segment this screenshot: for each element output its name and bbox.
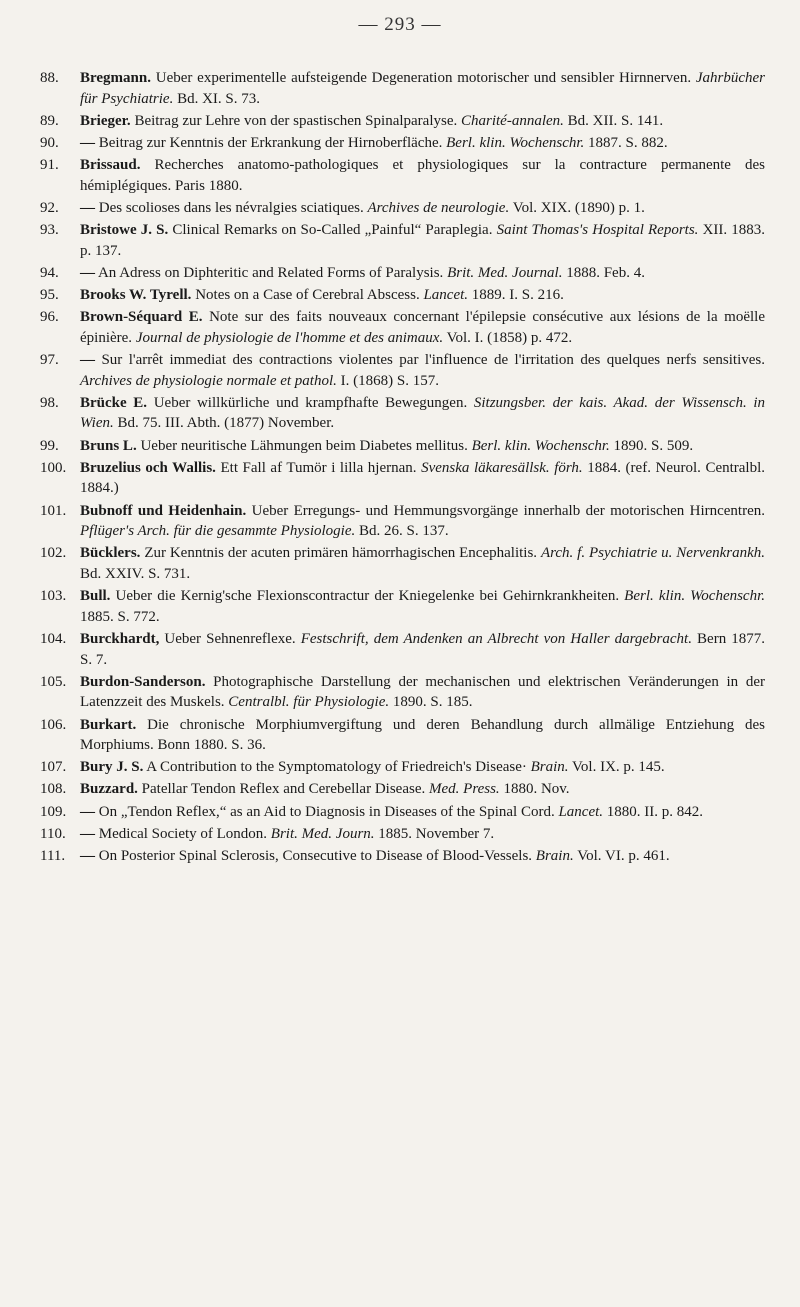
entry-details: XII. 1883. p. 137. — [80, 222, 766, 259]
entry-title: Sur l'arrêt immediat des contractions violentes par l'influence de l'irritation des quelques nerfs sensitives. — [101, 352, 766, 369]
bibliography-list — [40, 68, 765, 868]
entry-number: 94. — [40, 264, 59, 281]
entry-author: — — [80, 848, 95, 865]
entry-number: 103. — [40, 588, 67, 605]
entry-title: Clinical Remarks on So-Called „Painful“ Paraplegia. — [172, 222, 493, 239]
entry-details: 1885. November 7. — [378, 825, 495, 842]
entry-source: Arch. f. Psychiatrie u. Nervenkrankh. — [540, 545, 766, 562]
entry-author: Brooks W. Tyrell. — [80, 287, 192, 304]
entry-author: Brieger. — [80, 112, 131, 129]
bibliography-entry — [40, 198, 765, 219]
entry-number: 110. — [40, 825, 66, 842]
entry-number: 104. — [40, 630, 67, 647]
bibliography-entry — [40, 824, 765, 845]
entry-title: Ueber Erregungs- und Hemmungsvorgänge innerhalb der motorischen Hirncentren. — [251, 502, 765, 519]
entry-number: 98. — [40, 394, 59, 411]
bibliography-entry — [40, 350, 765, 391]
bibliography-entry — [40, 779, 765, 800]
entry-author: Burckhardt, — [80, 630, 160, 647]
entry-details: 1890. S. 185. — [392, 694, 473, 711]
entry-details: Vol. XIX. (1890) p. 1. — [512, 199, 645, 216]
bibliography-entry — [40, 436, 765, 457]
entry-details: I. (1868) S. 157. — [340, 372, 439, 389]
entry-number: 105. — [40, 673, 67, 690]
entry-source: Svenska läkaresällsk. förh. — [421, 459, 583, 476]
entry-author: Bruzelius och Wallis. — [80, 459, 216, 476]
entry-number: 95. — [40, 287, 59, 304]
entry-details: 1880. Nov. — [503, 781, 570, 798]
entry-number: 100. — [40, 459, 67, 476]
entry-author: Bruns L. — [80, 437, 137, 454]
entry-number: 88. — [40, 70, 59, 86]
bibliography-entry — [40, 133, 765, 154]
entry-title: Ueber willkürliche und krampfhafte Bewegungen. — [153, 394, 468, 411]
entry-number: 109. — [40, 803, 67, 820]
entry-source: Festschrift, dem Andenken an Albrecht von Haller dargebracht. — [300, 630, 692, 647]
entry-author: Bubnoff und Heidenhain. — [80, 502, 247, 519]
entry-details: Bd. XXIV. S. 731. — [80, 565, 191, 582]
entry-title: Ueber neuritische Lähmungen beim Diabetes mellitus. — [140, 437, 468, 454]
entry-source: Archives de neurologie. — [367, 199, 510, 216]
entry-title: Die chronische Morphiumvergiftung und deren Behandlung durch allmälige Entziehung des Morphiums. Bonn 1880. S. 36. — [80, 716, 765, 754]
entry-author: Burdon-Sanderson. — [80, 673, 206, 690]
entry-details: Bd. 75. III. Abth. (1877) November. — [117, 415, 335, 432]
entry-source: Lancet. — [423, 287, 469, 304]
entry-author: Buzzard. — [80, 781, 138, 798]
entry-author: Brown-Séquard E. — [80, 309, 203, 326]
entry-source: Berl. klin. Wochenschr. — [624, 588, 766, 605]
entry-source: Brain. — [530, 759, 569, 776]
bibliography-entry — [40, 586, 765, 627]
entry-details: 1889. I. S. 216. — [471, 287, 564, 304]
entry-source: Med. Press. — [429, 781, 500, 798]
bibliography-entry — [40, 263, 765, 284]
entry-title: Ueber experimentelle aufsteigende Degeneration motorischer und sensibler Hirnnerven. — [155, 70, 692, 86]
bibliography-entry — [40, 307, 765, 348]
entry-title: An Adress on Diphteritic and Related Forms of Paralysis. — [97, 264, 444, 281]
entry-source: Pflüger's Arch. für die gesammte Physiologie. — [80, 523, 356, 540]
entry-number: 92. — [40, 199, 59, 216]
entry-source: Berl. klin. Wochenschr. — [446, 134, 585, 151]
entry-author: — — [80, 825, 95, 842]
entry-title: On „Tendon Reflex,“ as an Aid to Diagnosis in Diseases of the Spinal Cord. — [98, 803, 555, 820]
bibliography-entry — [40, 501, 765, 542]
entry-source: Journal de physiologie de l'homme et des animaux. — [135, 329, 444, 346]
entry-number: 111. — [40, 848, 66, 865]
page-number: — 293 — — [358, 14, 442, 35]
entry-title: Zur Kenntnis der acuten primären hämorrhagischen Encephalitis. — [144, 545, 538, 562]
entry-number: 108. — [40, 781, 67, 798]
bibliography-entry — [40, 111, 765, 132]
entry-author: Brücke E. — [80, 394, 148, 411]
entry-source: Saint Thomas's Hospital Reports. — [496, 222, 699, 239]
entry-source: Centralbl. für Physiologie. — [228, 694, 390, 711]
entry-source: Brain. — [535, 848, 574, 865]
entry-number: 91. — [40, 157, 59, 174]
entry-title: A Contribution to the Symptomatology of Friedreich's Disease· — [146, 759, 527, 776]
entry-title: Beitrag zur Lehre von der spastischen Spinalparalyse. — [134, 112, 458, 129]
entry-title: On Posterior Spinal Sclerosis, Consecutive to Disease of Blood-Vessels. — [98, 848, 533, 865]
bibliography-entry — [40, 543, 765, 584]
entry-source: Lancet. — [558, 803, 604, 820]
entry-source: Brit. Med. Journ. — [270, 825, 375, 842]
entry-source: Charité-annalen. — [461, 112, 564, 129]
entry-details: Vol. VI. p. 461. — [577, 848, 670, 865]
bibliography-entry — [40, 672, 765, 713]
entry-author: Bull. — [80, 588, 111, 605]
entry-number: 89. — [40, 112, 59, 129]
entry-details: Vol. I. (1858) p. 472. — [446, 329, 573, 346]
entry-details: 1884. (ref. Neurol. Centralbl. 1884.) — [80, 459, 766, 497]
bibliography-entry — [40, 68, 765, 109]
entry-number: 93. — [40, 222, 59, 239]
entry-source: Sitzungsber. der kais. Akad. der Wissensch. in Wien. — [80, 394, 766, 432]
entry-source: Brit. Med. Journal. — [447, 264, 563, 281]
entry-number: 90. — [40, 134, 59, 151]
entry-title: Ueber Sehnenreflexe. — [164, 630, 296, 647]
entry-number: 107. — [40, 759, 67, 776]
entry-details: Vol. IX. p. 145. — [572, 759, 665, 776]
entry-title: Ett Fall af Tumör i lilla hjernan. — [220, 459, 417, 476]
entry-details: Bd. 26. S. 137. — [359, 523, 449, 540]
entry-author: Bücklers. — [80, 545, 141, 562]
entry-number: 97. — [40, 352, 59, 369]
entry-details: Bern 1877. S. 7. — [80, 630, 766, 668]
entry-author: Burkart. — [80, 716, 137, 733]
entry-title: Recherches anatomo-pathologiques et physiologiques sur la contracture permanente des hémiplégiques. Paris 1880. — [80, 157, 765, 194]
entry-author: Bury J. S. — [80, 759, 144, 776]
entry-author: Brissaud. — [80, 157, 141, 174]
bibliography-entry — [40, 846, 765, 867]
entry-details: 1885. S. 772. — [80, 608, 160, 625]
entry-number: 102. — [40, 545, 67, 562]
bibliography-entry — [40, 802, 765, 823]
entry-details: Bd. XII. S. 141. — [567, 112, 664, 129]
bibliography-entry — [40, 285, 765, 306]
bibliography-entry — [40, 220, 765, 261]
entry-details: 1887. S. 882. — [588, 134, 668, 151]
entry-number: 99. — [40, 437, 59, 454]
bibliography-entry — [40, 715, 765, 756]
entry-author: Bristowe J. S. — [80, 222, 169, 239]
entry-source: Berl. klin. Wochenschr. — [471, 437, 610, 454]
entry-number: 106. — [40, 716, 67, 733]
entry-title: Medical Society of London. — [98, 825, 268, 842]
bibliography-entry — [40, 393, 765, 434]
bibliography-entry — [40, 155, 765, 196]
entry-number: 96. — [40, 309, 59, 326]
entry-author: — — [80, 264, 95, 281]
entry-author: — — [80, 199, 95, 216]
entry-details: 1888. Feb. 4. — [566, 264, 645, 281]
entry-number: 101. — [40, 502, 67, 519]
bibliography-entry — [40, 757, 765, 778]
entry-author: — — [80, 134, 95, 151]
entry-source: Archives de physiologie normale et pathol. — [80, 372, 337, 389]
entry-details: 1890. S. 509. — [613, 437, 694, 454]
entry-title: Des scolioses dans les névralgies sciatiques. — [98, 199, 364, 216]
entry-details: Bd. XI. S. 73. — [177, 90, 261, 107]
entry-title: Beitrag zur Kenntnis der Erkrankung der Hirnoberfläche. — [98, 134, 443, 151]
entry-title: Ueber die Kernig'sche Flexionscontractur der Kniegelenke bei Gehirnkrankheiten. — [115, 588, 620, 605]
entry-source: Jahrbücher für Psychiatrie. — [80, 70, 766, 107]
bibliography-entry — [40, 458, 765, 499]
entry-title: Photographische Darstellung der mechanischen und elektrischen Veränderungen in der Latenzzeit des Muskels. — [80, 673, 766, 711]
entry-author: — — [80, 803, 95, 820]
entry-title: Patellar Tendon Reflex and Cerebellar Disease. — [141, 781, 426, 798]
entry-title: Note sur des faits nouveaux concernant l'épilepsie consécutive aux lésions de la moëlle épinière. — [80, 309, 765, 346]
entry-details: 1880. II. p. 842. — [606, 803, 704, 820]
entry-author: — — [80, 352, 95, 369]
entry-title: Notes on a Case of Cerebral Abscess. — [195, 287, 420, 304]
bibliography-entry — [40, 629, 765, 670]
entry-author: Bregmann. — [80, 70, 151, 86]
